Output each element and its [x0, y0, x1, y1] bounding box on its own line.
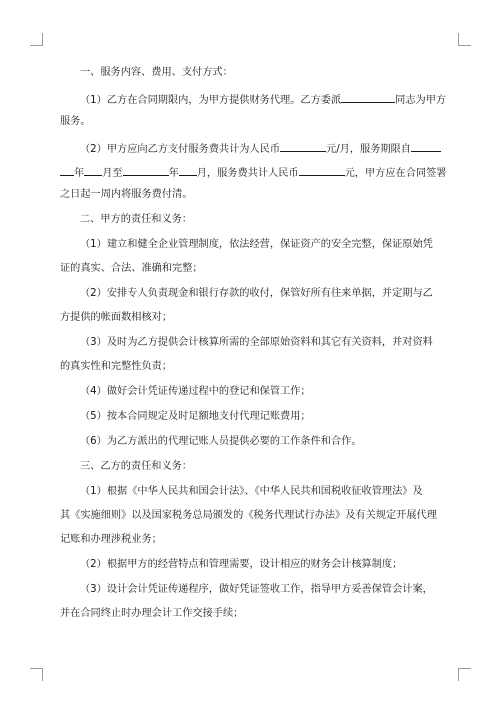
party-a-item-1-line-1: （1）建立和健全企业管理制度，依法经营，保证资产的安全完整，保证原始凭: [80, 239, 433, 250]
blank-field-start-month: [84, 165, 102, 176]
blank-field-start-year-cont: [60, 165, 74, 176]
paragraph-2-line-2: 年 月至 年 月，服务费共计人民币 元，甲方应在合同签署: [60, 165, 442, 177]
party-b-item-1-line-1: （1）根据《中华人民共和国会计法》、《中华人民共和国税收征收管理法》及: [80, 486, 423, 497]
paragraph-2-line-3: 之日起一周内将服务费付清。: [60, 189, 193, 200]
blank-field-start-year: [411, 141, 441, 152]
crop-mark-bottom-right: [458, 668, 471, 681]
party-b-item-3-line-2: 并在合同终止时办理会计工作交接手续；: [60, 608, 244, 619]
paragraph-2-line-1: （2）甲方应向乙方支付服务费共计为人民币 元/月，服务期限自: [60, 141, 442, 153]
blank-field-total-fee: [299, 165, 345, 176]
paragraph-1-line-2: 服务。: [60, 116, 91, 127]
blank-field-monthly-fee: [280, 141, 326, 152]
party-a-item-4: （4）做好会计凭证传递过程中的登记和保管工作；: [80, 386, 311, 397]
party-a-item-3-line-2: 的真实性和完整性负责；: [60, 361, 173, 372]
party-a-item-6: （6）为乙方派出的代理记账人员提供必要的工作条件和合作。: [80, 436, 362, 447]
crop-mark-top-left: [30, 33, 43, 46]
crop-mark-bottom-left: [30, 668, 43, 681]
party-a-item-2-line-2: 方提供的帐面数相核对；: [60, 312, 173, 323]
party-b-item-3-line-1: （3）设计会计凭证传递程序，做好凭证签收工作，指导甲方妥善保管会计案，: [80, 584, 433, 595]
section-heading-1: 一、服务内容、费用、支付方式：: [80, 67, 233, 78]
section-heading-2: 二、甲方的责任和义务：: [80, 214, 193, 225]
paragraph-1-line-1: （1）乙方在合同期限内，为甲方提供财务代理。乙方委派 同志为甲方: [60, 92, 442, 104]
party-a-item-1-line-2: 证的真实、合法、准确和完整；: [60, 263, 203, 274]
party-a-item-5: （5）按本合同规定及时足额地支付代理记账费用；: [80, 411, 311, 422]
blank-field-end-month: [179, 165, 197, 176]
blank-field-staff: [341, 92, 395, 103]
party-a-item-2-line-1: （2）安排专人负责现金和银行存款的收付，保管好所有往来单据，并定期与乙: [80, 288, 433, 299]
document-body: [60, 67, 447, 620]
party-b-item-2: （2）根据甲方的经营特点和管理需要，设计相应的财务会计核算制度；: [80, 559, 403, 570]
party-b-item-1-line-3: 记账和办理涉税业务；: [60, 534, 162, 545]
blank-field-end-year: [123, 165, 169, 176]
crop-mark-top-right: [458, 33, 471, 46]
party-b-item-1-line-2: 其《实施细则》以及国家税务总局颁发的《税务代理试行办法》及有关规定开展代理: [60, 510, 437, 521]
section-heading-3: 三、乙方的责任和义务：: [80, 461, 193, 472]
party-a-item-3-line-1: （3）及时为乙方提供会计核算所需的全部原始资料和其它有关资料，并对资料: [80, 337, 433, 348]
